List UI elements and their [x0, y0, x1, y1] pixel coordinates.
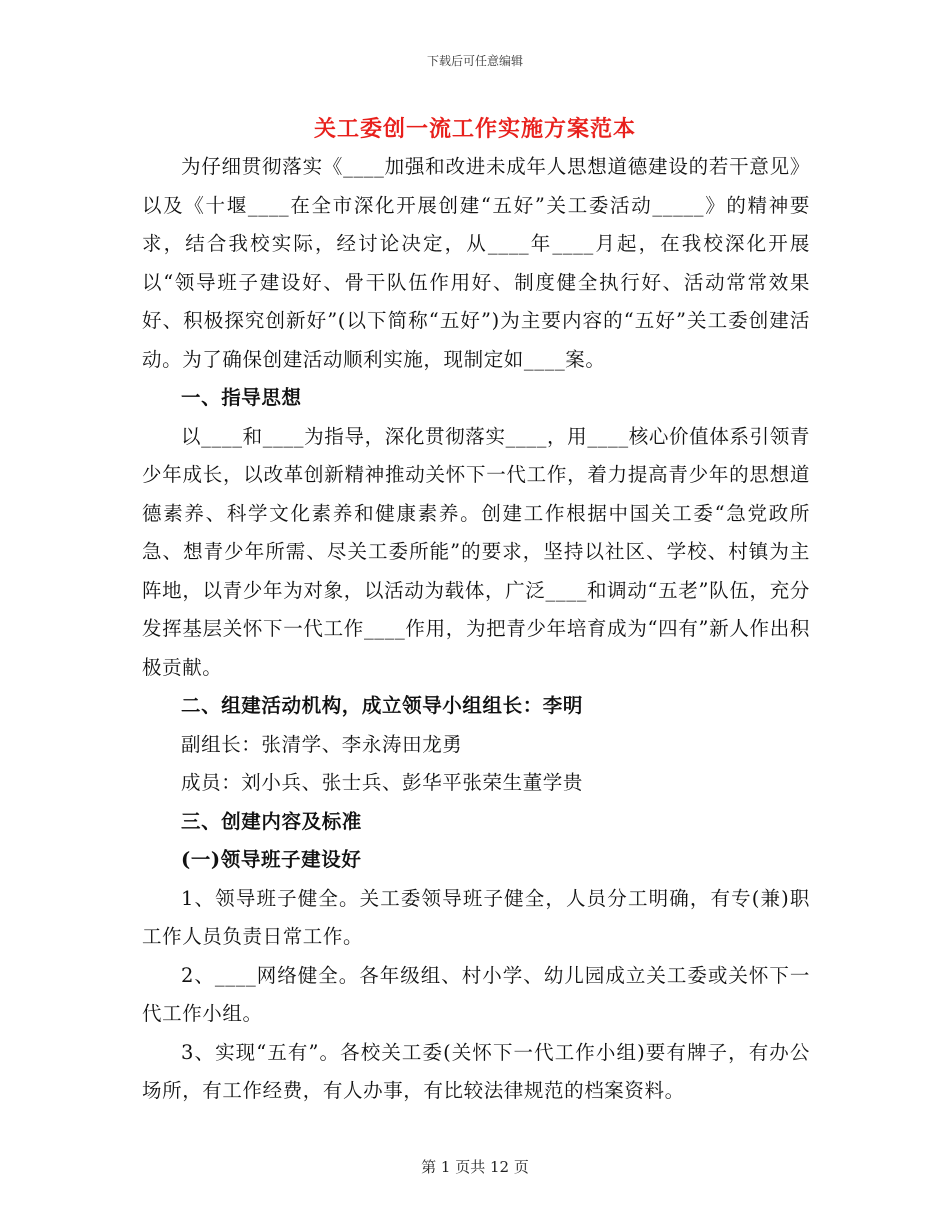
page-header-note: 下载后可任意编辑 [426, 54, 523, 68]
list-item: 2、____网络健全。各年级组、村小学、幼儿园成立关工委或关怀下一代工作小组。 [142, 963, 810, 1025]
section-heading-organization: 二、组建活动机构，成立领导小组组长：李明 [181, 694, 584, 717]
section-heading-content-standards: 三、创建内容及标准 [181, 809, 362, 833]
list-item: 1、领导班子健全。关工委领导班子健全，人员分工明确，有专(兼)职工作人员负责日常工作。 [142, 886, 810, 948]
intro-paragraph: 为仔细贯彻落实《____加强和改进未成年人思想道德建设的若干意见》以及《十堰____在全市深化开展创建“五好”关工委活动_____》的精神要求，结合我校实际，经讨论决定，从____年____月起，在我校深化开展以“领导班子建设好、骨干队伍作用好、制度健全执行好、活动常常效果好、积极探究创新好”(以下简称“五好”)为主要内容的“五好”关工委创建活动。为了确保创建活动顺利实施，现制定如____案。 [142, 155, 810, 371]
document-body [142, 148, 810, 1111]
list-item: 3、实现“五有”。各校关工委(关怀下一代工作小组)要有牌子，有办公场所，有工作经费，有人办事，有比较法律规范的档案资料。 [142, 1040, 810, 1102]
subsection-heading-leadership: (一)领导班子建设好 [181, 848, 362, 871]
document-title: 关工委创一流工作实施方案范本 [313, 116, 636, 142]
guiding-thought-paragraph: 以____和____为指导，深化贯彻落实____，用____核心价值体系引领青少年成长，以改革创新精神推动关怀下一代工作，着力提高青少年的思想道德素养、科学文化素养和健康素养。创建工作根据中国关工委“急党政所急、想青少年所需、尽关工委所能”的要求，坚持以社区、学校、村镇为主阵地，以青少年为对象，以活动为载体，广泛____和调动“五老”队伍，充分发挥基层关怀下一代工作____作用，为把青少年培育成为“四有”新人作出积极贡献。 [142, 424, 810, 679]
members-line: 成员：刘小兵、张士兵、彭华平张荣生董学贵 [181, 771, 584, 794]
deputy-leaders-line: 副组长：张清学、李永涛田龙勇 [181, 732, 463, 756]
section-heading-guiding-thought: 一、指导思想 [181, 386, 302, 409]
page-number-footer: 第 1 页共 12 页 [421, 1158, 529, 1176]
